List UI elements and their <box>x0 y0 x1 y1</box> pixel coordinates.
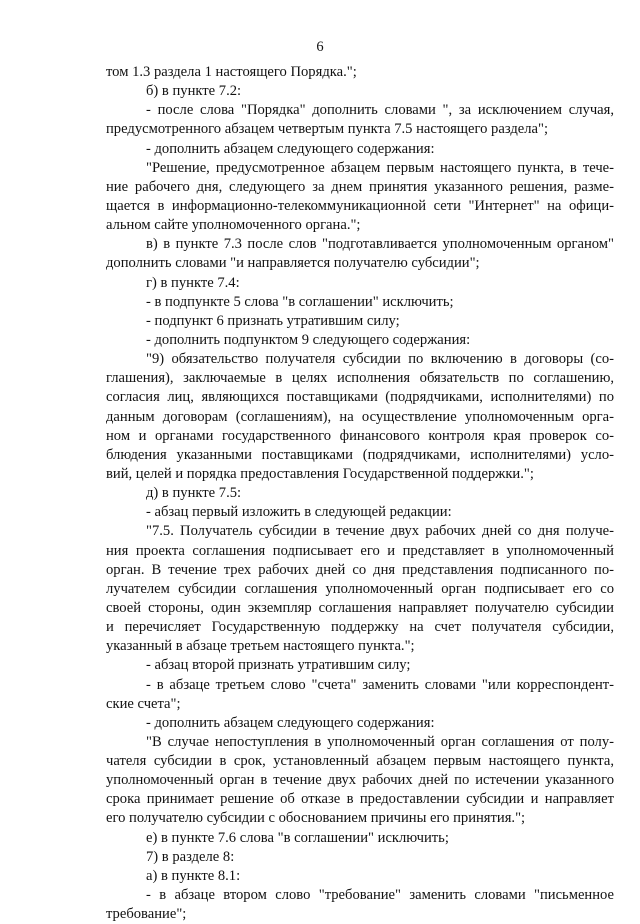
text-line: г) в пункте 7.4: <box>146 274 240 291</box>
text-line: ские счета"; <box>106 695 181 712</box>
text-line: данным договорам (соглашениям), на осуществление уполномоченным орга- <box>106 408 614 425</box>
text-line: - абзац второй признать утратившим силу; <box>146 657 411 674</box>
text-line: его получателю субсидии с обоснованием причины его принятия."; <box>106 810 526 827</box>
text-line: согласия лиц, являющихся поставщиками (подрядчиками, исполнителями) по <box>106 389 614 406</box>
text-line: щается в информационно-телекоммуникационной сети "Интернет" на офици- <box>106 197 614 214</box>
text-line: дополнить словами "и направляется получателю субсидии"; <box>106 255 480 272</box>
text-line: альном сайте уполномоченного органа."; <box>106 217 361 234</box>
text-line: - дополнить абзацем следующего содержания: <box>146 714 435 731</box>
text-line: в) в пункте 7.3 после слов "подготавливается уполномоченным органом" <box>146 236 614 253</box>
text-line: "Решение, предусмотренное абзацем первым настоящего пункта, в тече- <box>146 159 614 176</box>
text-line: - абзац первый изложить в следующей редакции: <box>146 504 452 521</box>
text-line: уполномоченный орган в течение двух рабочих дней по истечении указанного <box>106 772 614 789</box>
document-body <box>106 63 614 924</box>
text-line: ния проекта соглашения подписывает его и представляет в уполномоченный <box>106 542 614 559</box>
text-line: д) в пункте 7.5: <box>146 485 242 502</box>
text-line: орган. В течение трех рабочих дней со дня представления подписанного по- <box>106 561 614 578</box>
text-line: том 1.3 раздела 1 настоящего Порядка."; <box>106 64 357 80</box>
text-line: - в подпункте 5 слова "в соглашении" исключить; <box>146 293 454 310</box>
text-line: а) в пункте 8.1: <box>146 867 241 884</box>
text-line: и перечисляет Государственную поддержку на счет получателя субсидии, <box>106 619 614 636</box>
text-line: 7) в разделе 8: <box>146 848 235 865</box>
text-line: ном и органами государственного финансового контроля края проверок со- <box>106 427 614 444</box>
text-line: срока принимает решение об отказе в предоставлении субсидии и направляет <box>106 791 614 808</box>
text-line: - дополнить абзацем следующего содержания: <box>146 140 435 157</box>
text-line: ние рабочего дня, следующего за днем принятия указанного решения, разме- <box>106 178 614 195</box>
text-line: - в абзаце втором слово "требование" заменить словами "письменное <box>146 887 614 904</box>
text-line: блюдения указанными поставщиками (подрядчиками, исполнителями) усло- <box>106 446 614 463</box>
text-line: "9) обязательство получателя субсидии по включению в договоры (со- <box>146 351 614 368</box>
text-line: вий, целей и порядка предоставления Государственной поддержки."; <box>106 465 534 482</box>
text-line: чателя субсидии в срок, установленный абзацем первым настоящего пункта, <box>106 753 614 770</box>
text-line: лучателем субсидии соглашения уполномоченный орган подписывает его со <box>106 580 614 597</box>
page-number: 6 <box>316 39 324 55</box>
text-line: "В случае непоступления в уполномоченный орган соглашения от полу- <box>146 733 614 750</box>
text-line: - дополнить подпунктом 9 следующего содержания: <box>146 331 471 348</box>
text-line: б) в пункте 7.2: <box>146 83 242 100</box>
text-line: "7.5. Получатель субсидии в течение двух рабочих дней со дня получе- <box>146 523 614 540</box>
text-line: указанный в абзаце третьем настоящего пункта."; <box>106 638 415 655</box>
text-line: - подпункт 6 признать утратившим силу; <box>146 312 400 329</box>
text-line: требование"; <box>106 906 187 923</box>
text-line: - в абзаце третьем слово "счета" заменить словами "или корреспондент- <box>146 676 614 693</box>
text-line: предусмотренного абзацем четвертым пункта 7.5 настоящего раздела"; <box>106 121 549 138</box>
text-line: глашения), заключаемые в целях исполнения обязательств по соглашению, <box>106 370 614 387</box>
text-line: своей стороны, один экземпляр соглашения направляет получателю субсидии <box>106 599 614 616</box>
text-line: - после слова "Порядка" дополнить словами ", за исключением случая, <box>146 102 614 119</box>
text-line: е) в пункте 7.6 слова "в соглашении" исключить; <box>146 829 449 846</box>
